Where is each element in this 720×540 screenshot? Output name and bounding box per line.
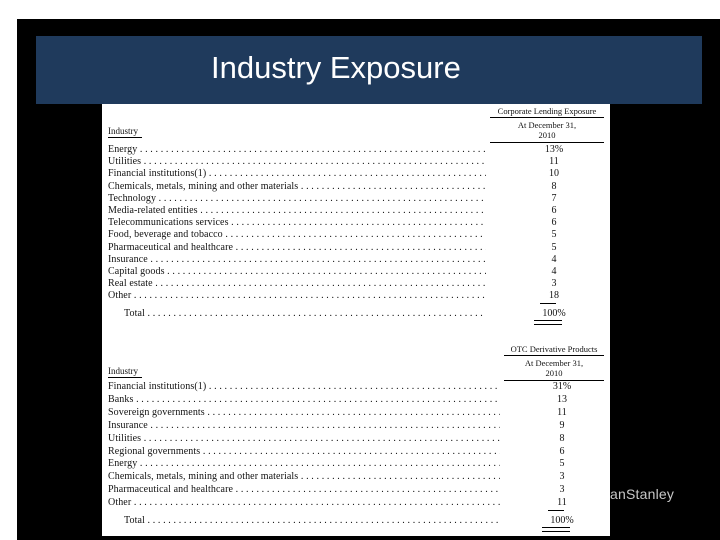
table-row xyxy=(108,470,608,483)
row-value: 6 xyxy=(551,217,557,229)
table-row xyxy=(108,155,608,168)
total-row xyxy=(124,307,624,320)
row-value: 11 xyxy=(557,497,567,509)
row-label: Insurance . . . xyxy=(108,419,500,432)
row-value: 5 xyxy=(551,241,557,253)
row-label: Financial institutions(1) . . . xyxy=(108,167,486,180)
table-row xyxy=(108,445,608,458)
table-row xyxy=(108,496,608,509)
row-label: Chemicals, metals, mining and other materials . . . xyxy=(108,470,500,483)
row-label: Telecommunications services . . . xyxy=(108,216,486,229)
total-row xyxy=(124,514,624,527)
row-value: 10 xyxy=(549,168,559,180)
row-value: 3 xyxy=(559,484,565,496)
total-double-rule xyxy=(542,527,570,532)
table1-industry-header: Industry xyxy=(108,126,142,138)
table2-industry-header: Industry xyxy=(108,366,142,378)
table-row xyxy=(108,277,608,290)
row-label: Regional governments . . . xyxy=(108,445,500,458)
row-label: Insurance . . . xyxy=(108,253,486,266)
row-value: 18 xyxy=(549,290,559,302)
row-value: 3 xyxy=(559,471,565,483)
row-label: Food, beverage and tobacco . . . xyxy=(108,228,486,241)
table-row xyxy=(108,241,608,254)
row-value: 9 xyxy=(559,419,565,431)
brand-logo: anStanley xyxy=(610,486,675,502)
table2-header-date: At December 31, xyxy=(524,358,584,368)
table-row xyxy=(108,167,608,180)
subtotal-rule xyxy=(548,510,564,511)
row-value: 31% xyxy=(552,381,572,392)
table-row xyxy=(108,143,608,156)
slide-top-border xyxy=(0,0,720,19)
row-value: 7 xyxy=(551,192,557,204)
row-label: Other . . . xyxy=(108,496,500,509)
table-row xyxy=(108,192,608,205)
row-label: Sovereign governments . . . xyxy=(108,406,500,419)
row-value: 11 xyxy=(557,406,567,418)
table1-header xyxy=(490,106,604,143)
table-row xyxy=(108,393,608,406)
table2-header-year: 2010 xyxy=(504,368,604,381)
row-value: 6 xyxy=(559,445,565,457)
row-value: 3 xyxy=(551,278,557,290)
total-value: 100% xyxy=(542,307,566,319)
table-row xyxy=(108,406,608,419)
row-value: 6 xyxy=(551,205,557,216)
table-row xyxy=(108,216,608,229)
total-double-rule xyxy=(534,320,562,325)
row-label: Pharmaceutical and healthcare . . . xyxy=(108,241,486,254)
slide-left-border xyxy=(0,0,17,540)
row-value: 13 xyxy=(557,393,567,405)
table1-header-date: At December 31, xyxy=(517,120,577,130)
row-value: 5 xyxy=(559,458,565,470)
row-value: 8 xyxy=(551,180,557,192)
table-row xyxy=(108,204,608,217)
row-label: Utilities . . . xyxy=(108,432,500,445)
total-label: Total . . . xyxy=(124,514,500,527)
table-row xyxy=(108,457,608,470)
table-row xyxy=(108,432,608,445)
table-row xyxy=(108,228,608,241)
row-label: Real estate . . . xyxy=(108,277,486,290)
total-label: Total . . . xyxy=(124,307,486,320)
table1-header-title: Corporate Lending Exposure xyxy=(490,106,604,118)
table-row xyxy=(108,180,608,193)
row-label: Utilities . . . xyxy=(108,155,486,168)
row-value: 5 xyxy=(551,229,557,241)
row-label: Energy . . . xyxy=(108,457,500,470)
document-image xyxy=(102,104,610,536)
row-label: Financial institutions(1) . . . xyxy=(108,380,500,393)
row-label: Media-related entities . . . xyxy=(108,204,486,217)
table-row xyxy=(108,253,608,266)
row-label: Energy . . . xyxy=(108,143,486,156)
row-value: 8 xyxy=(559,432,565,444)
row-label: Chemicals, metals, mining and other materials . . . xyxy=(108,180,486,193)
table2-header-title: OTC Derivative Products xyxy=(504,344,604,356)
table-row xyxy=(108,289,608,302)
row-label: Other . . . xyxy=(108,289,486,302)
row-value: 4 xyxy=(551,266,557,277)
row-label: Technology . . . xyxy=(108,192,486,205)
table2-header xyxy=(504,344,604,381)
table-row xyxy=(108,419,608,432)
row-value: 4 xyxy=(551,253,557,265)
row-label: Pharmaceutical and healthcare . . . xyxy=(108,483,500,496)
slide-title: Industry Exposure xyxy=(211,50,461,85)
table-row xyxy=(108,483,608,496)
row-label: Capital goods . . . xyxy=(108,265,486,278)
table1-header-year: 2010 xyxy=(490,130,604,143)
table-row xyxy=(108,265,608,278)
row-value: 13% xyxy=(544,144,564,155)
total-value: 100% xyxy=(550,515,574,526)
row-value: 11 xyxy=(549,156,559,168)
row-label: Banks . . . xyxy=(108,393,500,406)
subtotal-rule xyxy=(540,303,556,304)
table-row xyxy=(108,380,608,393)
